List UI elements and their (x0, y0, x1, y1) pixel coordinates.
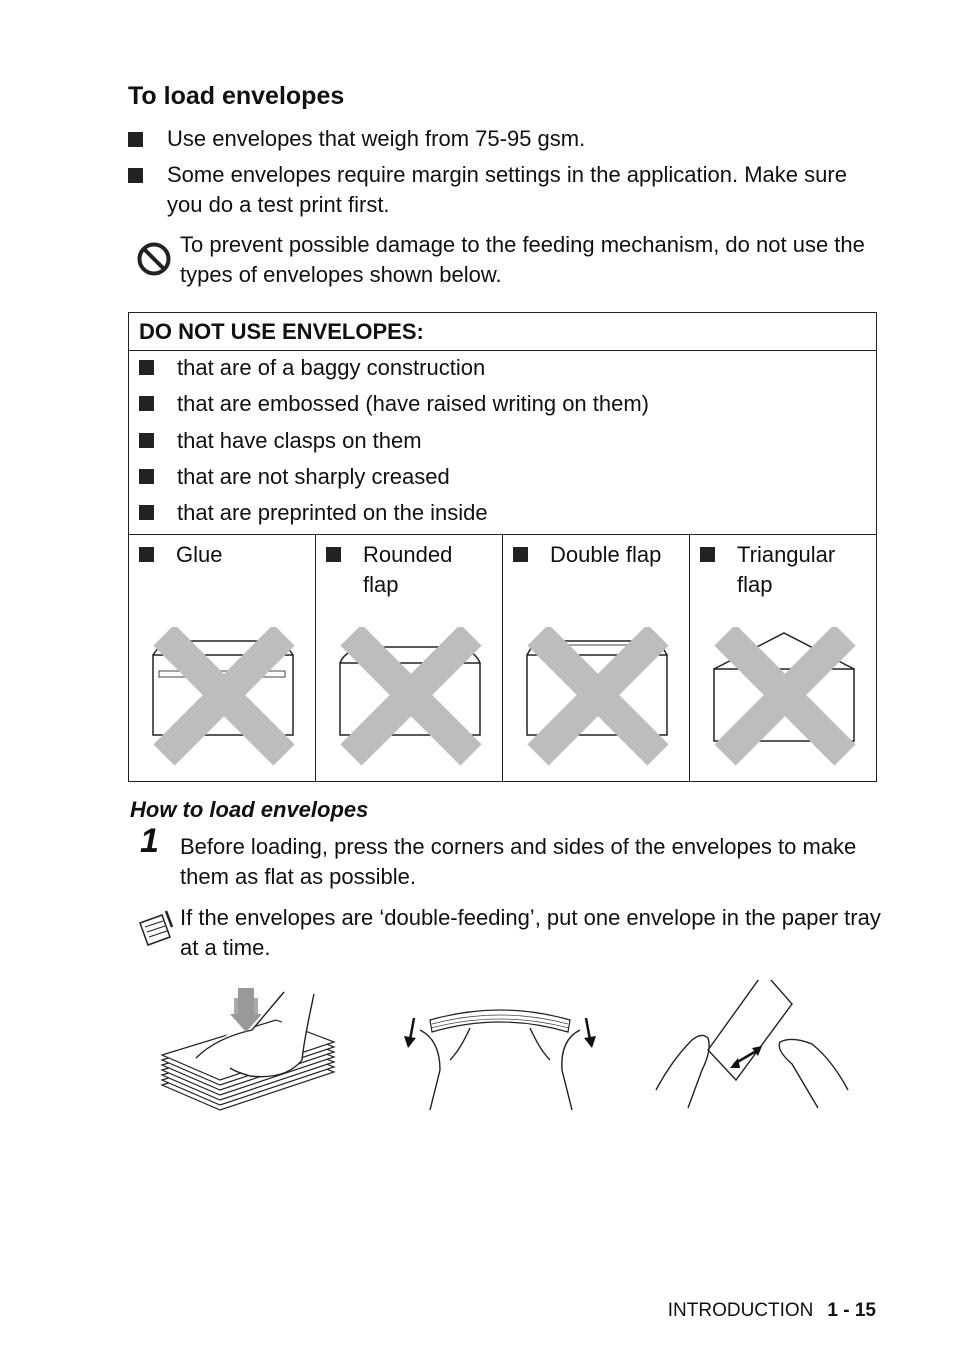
step-number: 1 (140, 822, 159, 860)
bullet-square-icon (139, 433, 154, 448)
crossed-glue-envelope-icon (149, 627, 299, 767)
bullet-square-icon (128, 132, 143, 147)
prohibited-icon (136, 241, 172, 277)
note-text: If the envelopes are ‘double-feeding’, put one envelope in the paper tray at a time. (180, 905, 881, 960)
footer-page-number: 1 - 15 (827, 1300, 876, 1321)
bullet-square-icon (139, 396, 154, 411)
envelope-type-label: Triangular flap (700, 540, 835, 600)
list-item-text: that have clasps on them (177, 428, 422, 453)
bullet-square-icon (513, 547, 528, 562)
envelope-type-label: Double flap (513, 540, 661, 570)
crossed-rounded-flap-envelope-icon (336, 627, 486, 767)
list-item-text: that are preprinted on the inside (177, 500, 488, 525)
press-envelopes-illustration (156, 980, 346, 1115)
bullet-square-icon (139, 360, 154, 375)
footer-section: INTRODUCTION (667, 1300, 814, 1321)
envelope-type-double-flap (503, 535, 690, 782)
page-title: To load envelopes (128, 82, 345, 110)
bullet-square-icon (326, 547, 341, 562)
bullet-square-icon (700, 547, 715, 562)
bullet-item (128, 160, 888, 220)
caution-box (136, 230, 886, 290)
envelope-type-triangular-flap (690, 535, 877, 782)
bullet-text: Use envelopes that weigh from 75-95 gsm. (167, 126, 586, 151)
note-pad-icon (136, 909, 176, 949)
list-item-text: that are embossed (have raised writing on them) (177, 391, 650, 416)
list-item-text: that are of a baggy construction (177, 355, 486, 380)
envelope-type-rounded-flap (316, 535, 503, 782)
list-item (139, 426, 422, 456)
step-text: Before loading, press the corners and sides of the envelopes to make them as flat as possible. (180, 834, 857, 889)
bullet-square-icon (139, 505, 154, 520)
do-not-use-table (128, 312, 877, 782)
flatten-envelope-illustration (652, 980, 852, 1115)
list-item (139, 353, 485, 383)
envelope-type-label: Rounded flap (326, 540, 452, 600)
flex-envelopes-illustration (400, 980, 600, 1115)
table-header (129, 313, 877, 351)
envelope-type-label: Glue (139, 540, 222, 570)
list-item-text: that are not sharply creased (177, 464, 450, 489)
bullet-item (128, 124, 888, 154)
crossed-double-flap-envelope-icon (523, 627, 673, 767)
note-box (136, 903, 886, 963)
bullet-square-icon (128, 168, 143, 183)
list-item (139, 498, 488, 528)
section-subtitle: How to load envelopes (130, 797, 369, 822)
bullet-square-icon (139, 547, 154, 562)
bullet-square-icon (139, 469, 154, 484)
caution-text: To prevent possible damage to the feeding mechanism, do not use the types of envelopes shown below. (180, 232, 865, 287)
page-footer (668, 1300, 876, 1322)
bullet-text: Some envelopes require margin settings in the application. Make sure you do a test print first. (167, 162, 847, 217)
table-list-cell (129, 351, 877, 535)
table-header-text: DO NOT USE ENVELOPES: (139, 319, 424, 344)
list-item (139, 462, 450, 492)
list-item (139, 389, 649, 419)
crossed-triangular-flap-envelope-icon (710, 627, 860, 767)
envelope-type-glue (129, 535, 316, 782)
